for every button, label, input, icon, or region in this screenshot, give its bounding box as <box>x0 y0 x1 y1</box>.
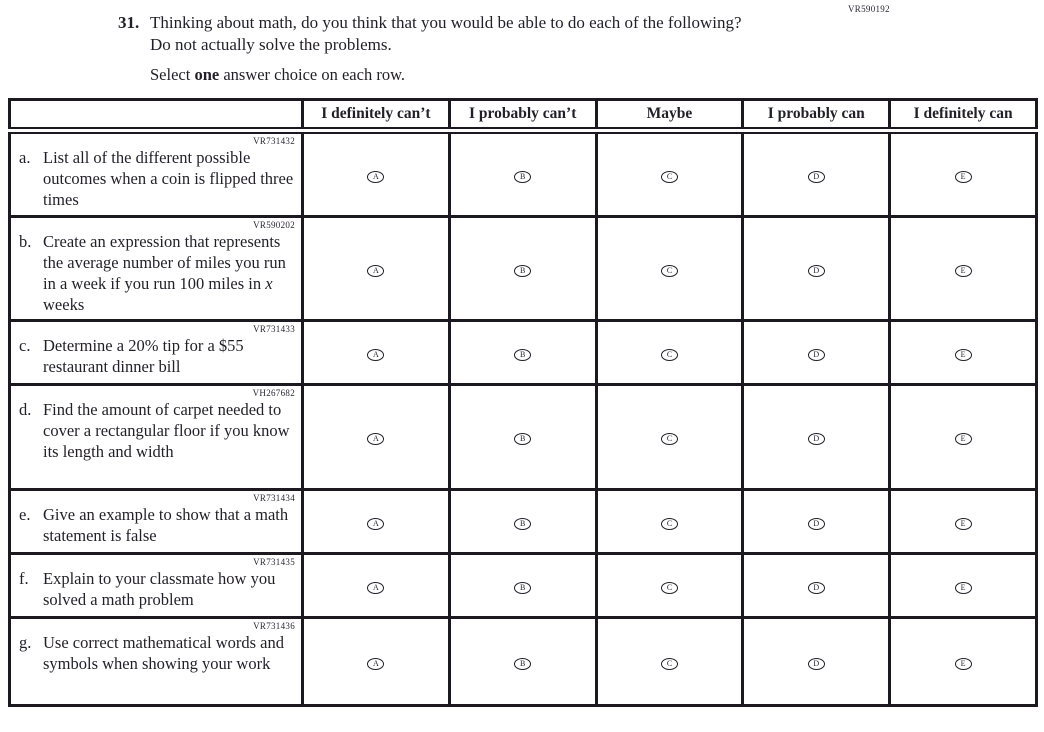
table-row <box>10 554 1037 618</box>
answer-bubble-b[interactable]: B <box>514 658 531 670</box>
row-stem <box>10 385 303 490</box>
choice-cell <box>596 385 743 490</box>
question-block <box>118 0 1044 85</box>
row-text: Give an example to show that a math statement is false <box>43 505 289 545</box>
row-accession-code: VR731436 <box>253 621 295 631</box>
answer-bubble-b[interactable]: B <box>514 349 531 361</box>
choice-cell <box>890 321 1037 385</box>
row-letter: c. <box>19 336 31 355</box>
row-text: Find the amount of carpet needed to cover a rectangular floor if you know its length and width <box>43 400 290 461</box>
row-stem <box>10 554 303 618</box>
choice-cell <box>596 321 743 385</box>
choice-cell <box>303 490 450 554</box>
row-letter: b. <box>19 232 32 251</box>
table-row <box>10 321 1037 385</box>
answer-bubble-a[interactable]: A <box>367 582 384 594</box>
choice-cell <box>303 217 450 321</box>
answer-bubble-b[interactable]: B <box>514 433 531 445</box>
choice-cell <box>449 385 596 490</box>
answer-bubble-c[interactable]: C <box>661 518 678 530</box>
answer-bubble-e[interactable]: E <box>955 349 972 361</box>
answer-bubble-e[interactable]: E <box>955 518 972 530</box>
choice-cell <box>596 618 743 706</box>
row-letter: a. <box>19 148 31 167</box>
row-accession-code: VR731435 <box>253 557 295 567</box>
column-header-2: I probably can’t <box>449 100 596 131</box>
row-accession-code: VR590202 <box>253 220 295 230</box>
row-stem <box>10 131 303 217</box>
answer-bubble-a[interactable]: A <box>367 433 384 445</box>
choice-cell <box>890 217 1037 321</box>
row-accession-code: VH267682 <box>252 388 295 398</box>
answer-bubble-e[interactable]: E <box>955 658 972 670</box>
choice-cell <box>596 554 743 618</box>
column-header-3: Maybe <box>596 100 743 131</box>
row-text: Explain to your classmate how you solved a math problem <box>43 569 276 609</box>
stem-column-header <box>10 100 303 131</box>
answer-bubble-d[interactable]: D <box>808 265 825 277</box>
answer-bubble-b[interactable]: B <box>514 265 531 277</box>
instruction-suffix: answer choice on each row. <box>219 65 406 84</box>
question-instruction <box>150 65 1044 85</box>
answer-bubble-e[interactable]: E <box>955 582 972 594</box>
question-line1: Thinking about math, do you think that you would be able to do each of the following? <box>150 13 742 32</box>
choice-cell <box>303 385 450 490</box>
row-stem <box>10 321 303 385</box>
answer-bubble-c[interactable]: C <box>661 582 678 594</box>
answer-bubble-c[interactable]: C <box>661 171 678 183</box>
answer-bubble-a[interactable]: A <box>367 518 384 530</box>
answer-bubble-b[interactable]: B <box>514 518 531 530</box>
choice-cell <box>449 321 596 385</box>
answer-table <box>8 98 1038 707</box>
answer-table-body <box>10 131 1037 706</box>
choice-cell <box>890 554 1037 618</box>
row-accession-code: VR731434 <box>253 493 295 503</box>
choice-cell <box>449 554 596 618</box>
choice-cell <box>743 554 890 618</box>
row-accession-code: VR731433 <box>253 324 295 334</box>
choice-cell <box>596 490 743 554</box>
choice-cell <box>890 385 1037 490</box>
answer-bubble-d[interactable]: D <box>808 433 825 445</box>
answer-bubble-e[interactable]: E <box>955 433 972 445</box>
row-text: List all of the different possible outcomes when a coin is flipped three times <box>43 148 294 209</box>
answer-bubble-c[interactable]: C <box>661 433 678 445</box>
answer-bubble-a[interactable]: A <box>367 265 384 277</box>
table-row <box>10 618 1037 706</box>
answer-bubble-e[interactable]: E <box>955 265 972 277</box>
choice-cell <box>743 618 890 706</box>
choice-cell <box>449 131 596 217</box>
table-row <box>10 217 1037 321</box>
instruction-bold-word: one <box>194 65 220 84</box>
choice-cell <box>743 217 890 321</box>
row-letter: d. <box>19 400 32 419</box>
instruction-prefix: Select <box>150 65 195 84</box>
answer-bubble-d[interactable]: D <box>808 349 825 361</box>
column-header-5: I definitely can <box>890 100 1037 131</box>
choice-cell <box>596 131 743 217</box>
choice-cell <box>303 321 450 385</box>
table-row <box>10 490 1037 554</box>
question-line2: Do not actually solve the problems. <box>150 35 392 54</box>
row-accession-code: VR731432 <box>253 136 295 146</box>
answer-bubble-c[interactable]: C <box>661 265 678 277</box>
answer-bubble-d[interactable]: D <box>808 518 825 530</box>
choice-cell <box>303 554 450 618</box>
row-letter: g. <box>19 633 32 652</box>
answer-bubble-c[interactable]: C <box>661 349 678 361</box>
question-number: 31. <box>118 13 140 32</box>
choice-cell <box>449 618 596 706</box>
answer-bubble-d[interactable]: D <box>808 658 825 670</box>
choice-cell <box>303 618 450 706</box>
choice-cell <box>743 131 890 217</box>
table-row <box>10 385 1037 490</box>
choice-cell <box>449 217 596 321</box>
column-header-1: I definitely can’t <box>303 100 450 131</box>
answer-bubble-c[interactable]: C <box>661 658 678 670</box>
table-row <box>10 131 1037 217</box>
answer-bubble-a[interactable]: A <box>367 171 384 183</box>
choice-cell <box>890 618 1037 706</box>
row-text: Create an expression that represents the average number of miles you run in a week if you run 100 miles in x weeks <box>43 232 286 314</box>
row-stem <box>10 490 303 554</box>
row-letter: f. <box>19 569 29 588</box>
question-text <box>150 12 742 56</box>
answer-bubble-a[interactable]: A <box>367 349 384 361</box>
answer-bubble-d[interactable]: D <box>808 171 825 183</box>
choice-cell <box>890 490 1037 554</box>
choice-cell <box>596 217 743 321</box>
column-header-4: I probably can <box>743 100 890 131</box>
answer-bubble-b[interactable]: B <box>514 171 531 183</box>
choice-cell <box>743 321 890 385</box>
answer-bubble-b[interactable]: B <box>514 582 531 594</box>
answer-bubble-e[interactable]: E <box>955 171 972 183</box>
row-text: Determine a 20% tip for a $55 restaurant dinner bill <box>43 336 244 376</box>
answer-bubble-d[interactable]: D <box>808 582 825 594</box>
header-row <box>10 100 1037 131</box>
row-text: Use correct mathematical words and symbols when showing your work <box>43 633 284 673</box>
choice-cell <box>743 385 890 490</box>
answer-bubble-a[interactable]: A <box>367 658 384 670</box>
row-stem <box>10 618 303 706</box>
choice-cell <box>303 131 450 217</box>
choice-cell <box>890 131 1037 217</box>
choice-cell <box>743 490 890 554</box>
row-letter: e. <box>19 505 31 524</box>
page-code: VR590192 <box>848 4 890 14</box>
row-stem <box>10 217 303 321</box>
choice-cell <box>449 490 596 554</box>
